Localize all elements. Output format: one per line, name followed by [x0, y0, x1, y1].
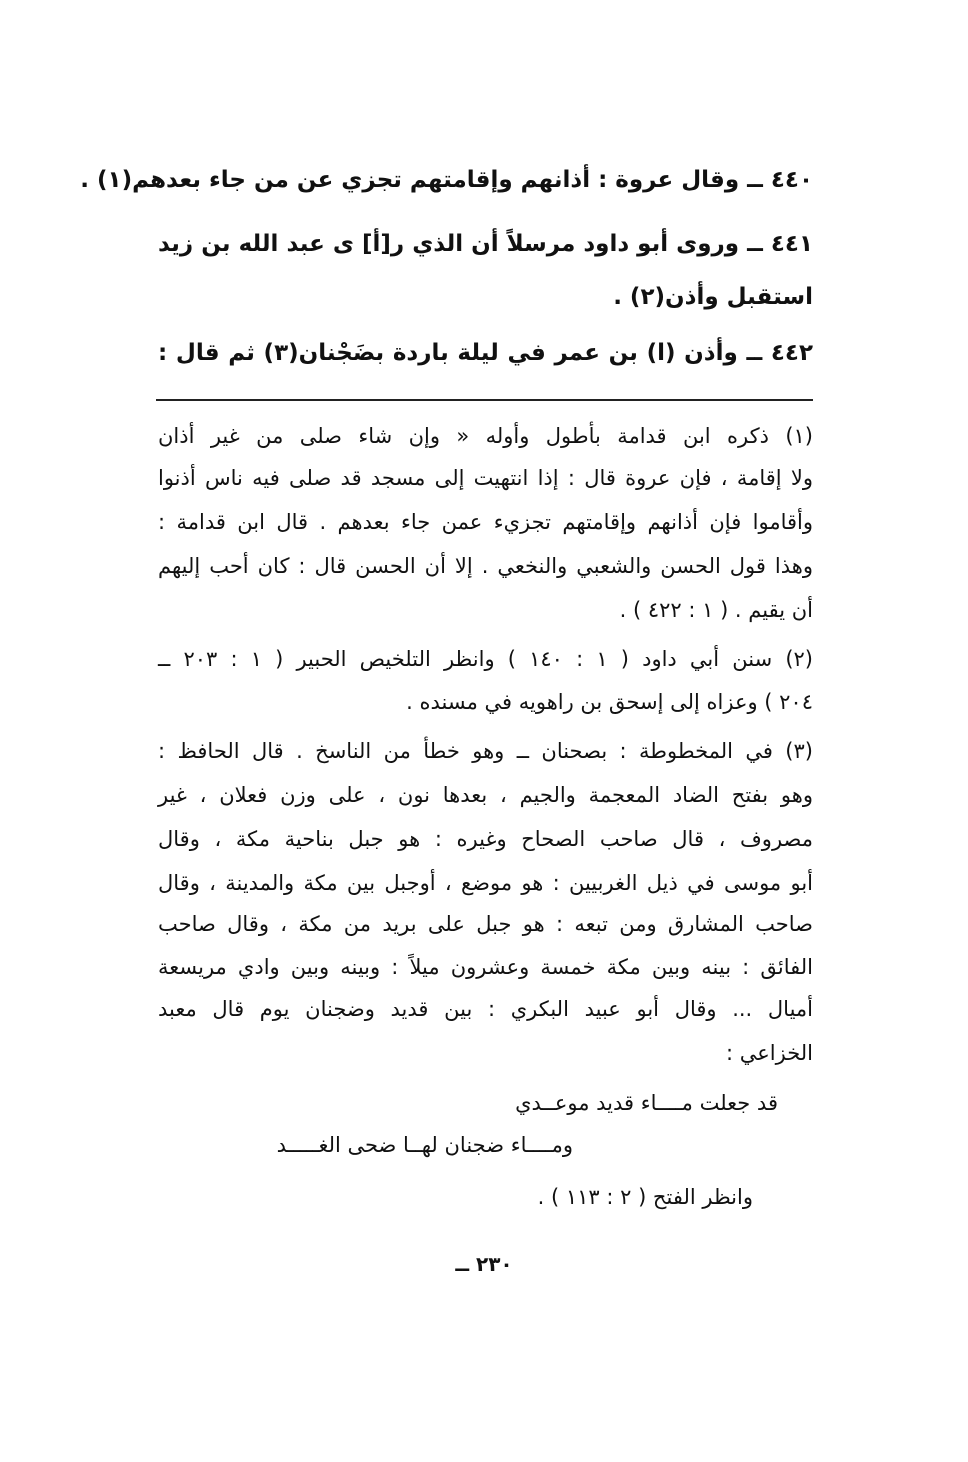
page-number: ٢٣٠ ــ: [455, 1252, 513, 1276]
paragraph-442: ٤٤٢ ــ وأذن (ا) بن عمر في ليلة باردة بضَجْنان(٣) ثم قال :: [158, 340, 813, 366]
footnote-3-line: صاحب المشارق ومن تبعه : هو جبل على بريد من مكة ، وقال صاحب: [158, 912, 813, 936]
footnote-2-line: ٢٠٤ ) وعزاه إلى إسحق بن راهويه في مسنده .: [406, 690, 813, 714]
footnote-1-line: ولا إقامة ، فإن عروة قال : إذا انتهيت إلى مسجد قد صلى فيه ناس أذنوا: [158, 466, 813, 490]
footnote-3-line: مصروف ، قال صاحب الصحاح وغيره : هو جبل بناحية مكة ، وقال: [158, 827, 813, 851]
footnote-1-line: وأقاموا فإن أذانهم وإقامتهم تجزيء عمن جاء بعدهم . قال ابن قدامة :: [158, 510, 813, 534]
poem-verse-1: قد جعلت مــــاء قديد موعــدي: [515, 1091, 778, 1115]
poem-verse-2: ومــــاء ضجنان لهــا ضحى الغـــــد: [276, 1133, 573, 1157]
footnote-3-line: الخزاعي :: [726, 1041, 813, 1065]
footnote-3-line: وهو بفتح الضاد المعجمة والجيم ، بعدها نون ، على وزن فعلان ، غير: [158, 783, 813, 807]
footnote-3-line: (٣) في المخطوطة : بصحنان ــ وهو خطأ من الناسخ . قال الحافظ :: [158, 739, 813, 763]
footnote-1-line: وهذا قول الحسن والشعبي والنخعي . إلا أن الحسن قال : كان أحب إليهم: [158, 554, 813, 578]
paragraph-441-line-2: استقبل وأذن(٢) .: [613, 284, 813, 310]
footnote-2-line: (٢) سنن أبي داود ( ١ : ١٤٠ ) وانظر التلخيص الحبير ( ١ : ٢٠٣ ــ: [158, 647, 813, 671]
paragraph-441-line-1: ٤٤١ ــ وروى أبو داود مرسلاً أن الذي ر[أ] ى عبد الله بن زيد: [158, 231, 813, 257]
footnote-3-line: الفائق : بينه وبين مكة خمسة وعشرون ميلاً : وبينه وبين وادي مريسعة: [158, 955, 813, 979]
footnote-3-line: أبو موسى في ذيل الغربيين : هو موضع ، أوجبل بين مكة والمدينة ، وقال: [158, 871, 813, 895]
footnote-3-line: أميال ... وقال أبو عبيد البكري : بين قديد وضجنان يوم قال معبد: [158, 997, 813, 1021]
footnote-1-line: أن يقيم . ( ١ : ٤٢٢ ) .: [619, 598, 813, 622]
paragraph-440: ٤٤٠ ــ وقال عروة : أذانهم وإقامتهم تجزي عن من جاء بعدهم(١) .: [80, 167, 813, 193]
footnote-separator: [156, 399, 813, 401]
footnote-1-line: (١) ذكره ابن قدامة بأطول وأوله « وإن شاء صلى من غير أذان: [158, 424, 813, 448]
footnote-3-reference: وانظر الفتح ( ٢ : ١١٣ ) .: [537, 1185, 753, 1209]
